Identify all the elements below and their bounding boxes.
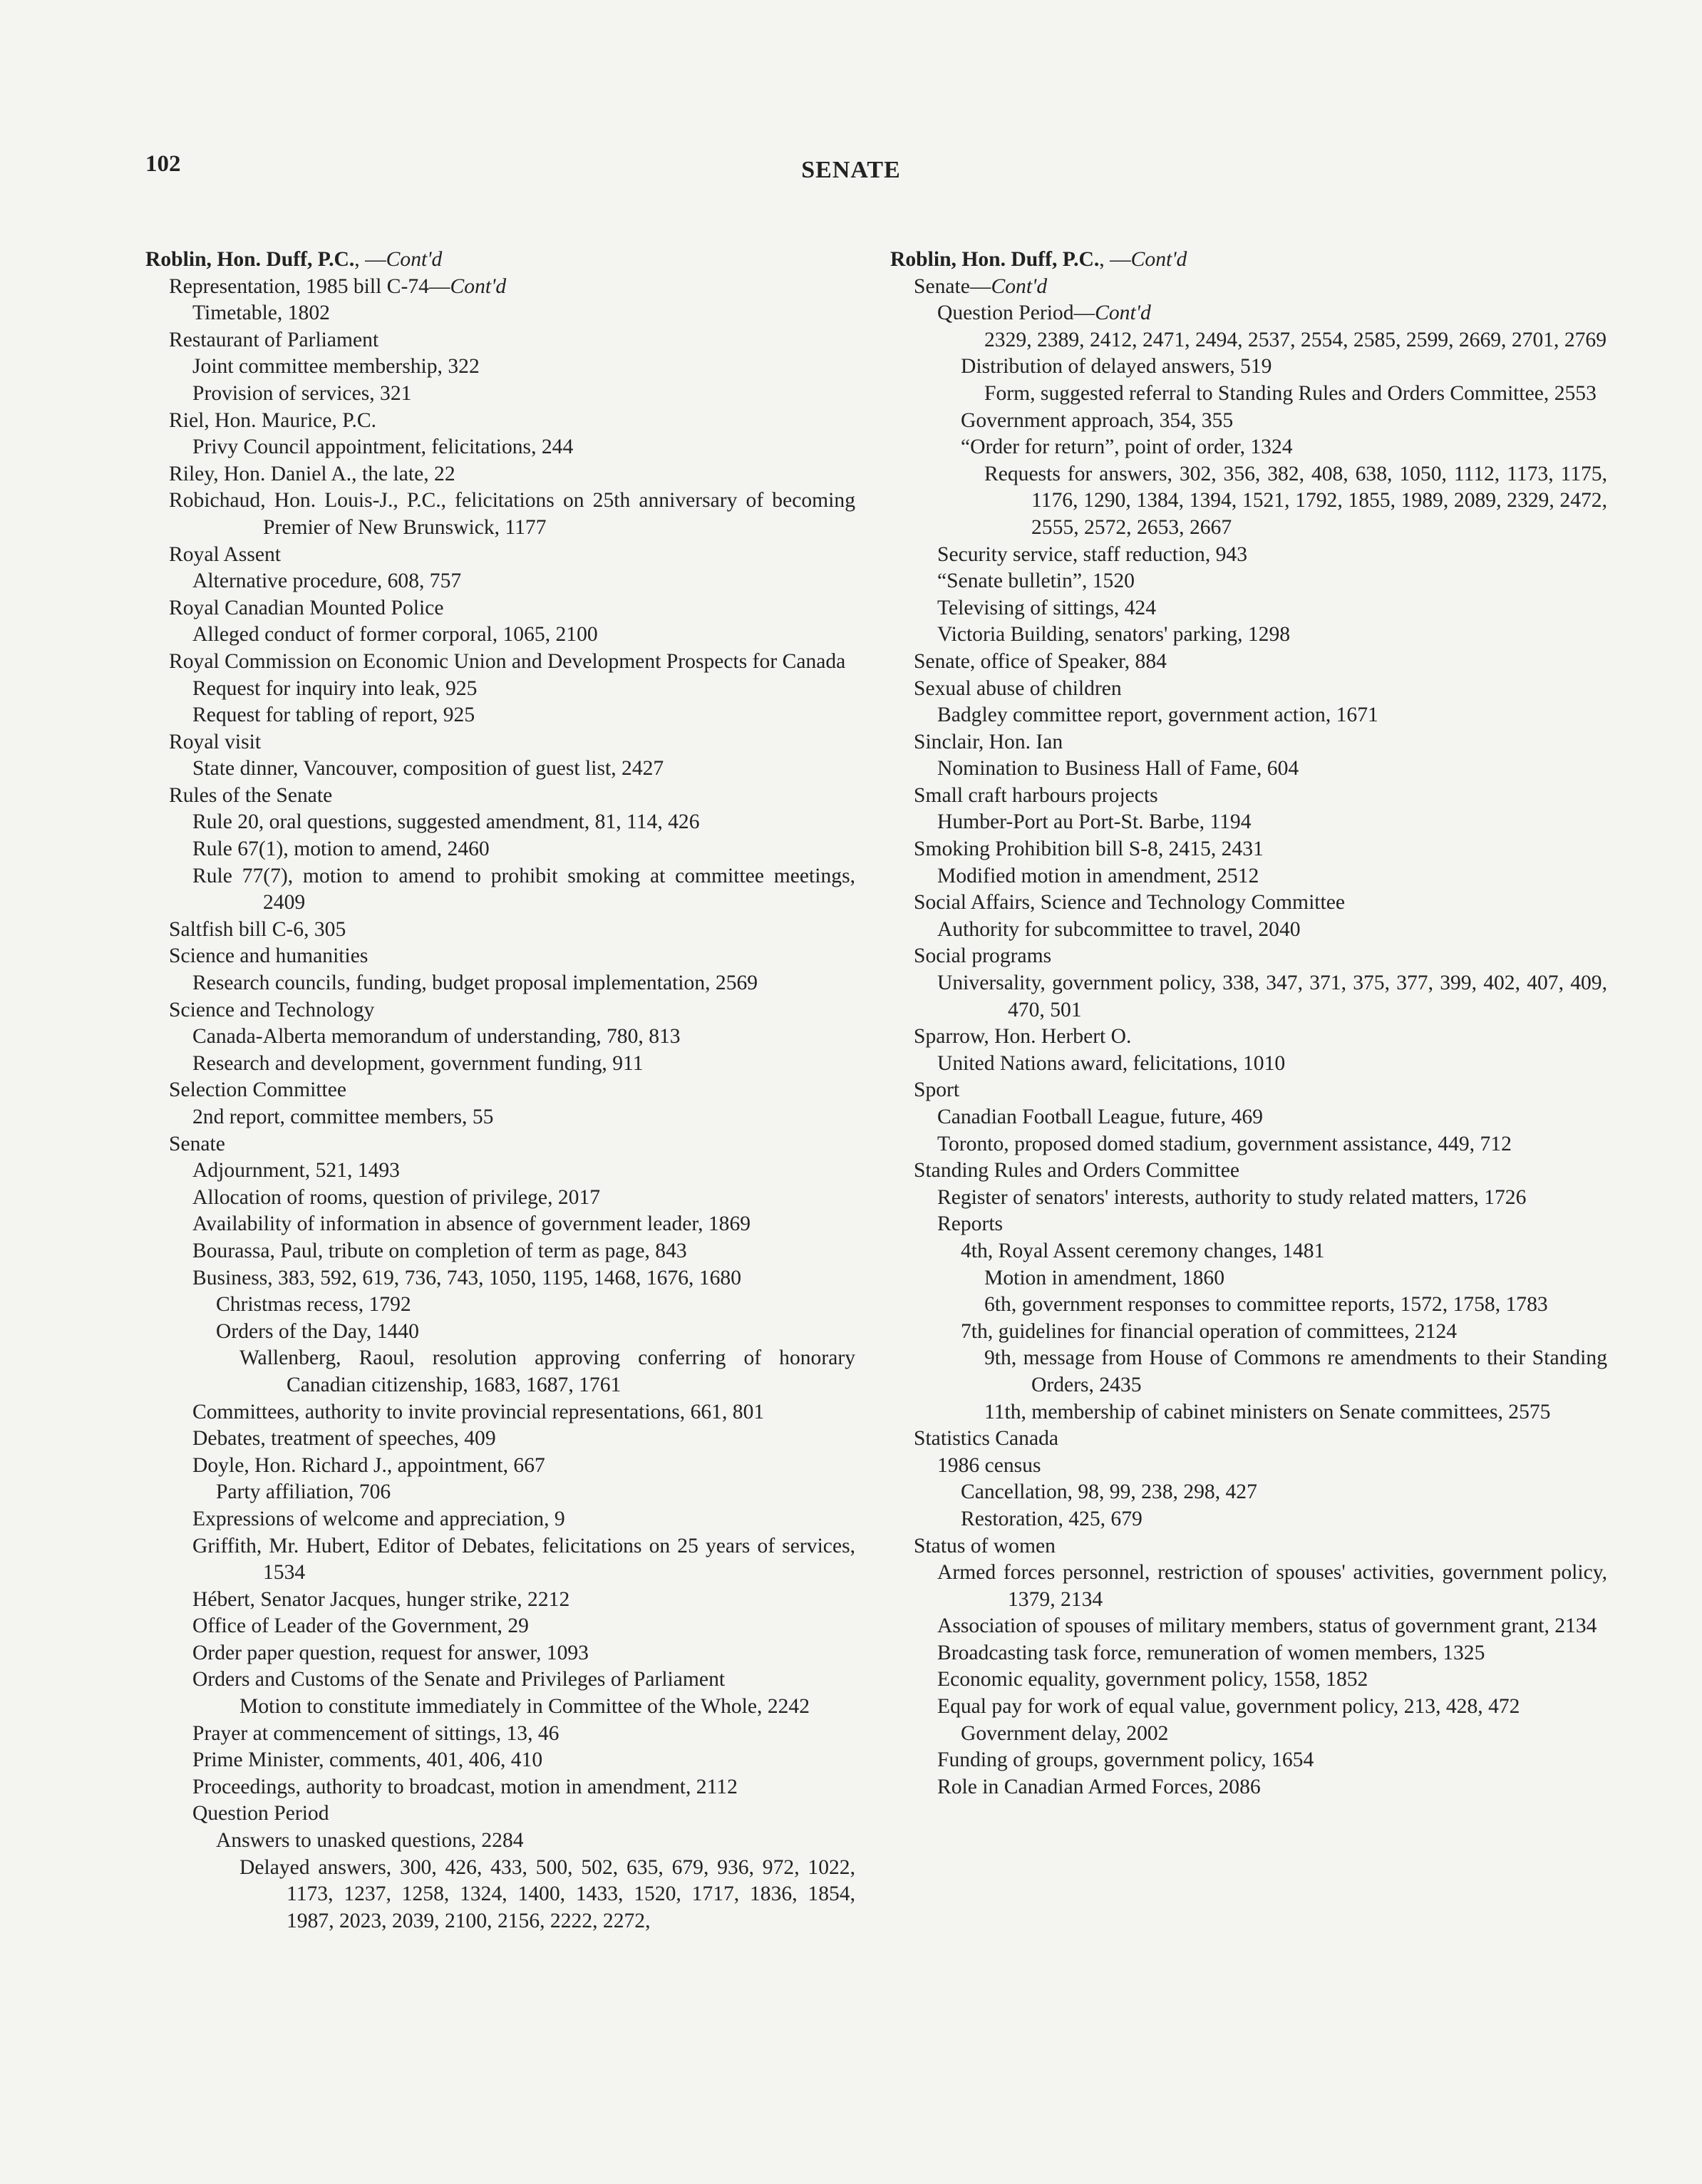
index-entry xyxy=(145,461,855,488)
index-entry xyxy=(890,1640,1607,1667)
index-entry-contd: Cont'd xyxy=(386,248,443,271)
index-entry-text: Universality, government policy, 338, 347, 371, 375, 377, 399, 402, 407, 409, 470, 501 xyxy=(937,972,1607,1021)
index-entry-text: Reports xyxy=(937,1212,1004,1236)
index-entry-text: Doyle, Hon. Richard J., appointment, 667 xyxy=(192,1453,545,1477)
index-entry xyxy=(145,1024,855,1051)
index-entry xyxy=(145,809,855,836)
index-entry xyxy=(890,890,1607,917)
index-entry-text: Science and Technology xyxy=(169,998,375,1021)
index-entry-text: 4th, Royal Assent ceremony changes, 1481 xyxy=(961,1239,1325,1262)
index-entry xyxy=(145,1319,855,1346)
index-entry xyxy=(890,1533,1607,1560)
index-entry xyxy=(145,1533,855,1587)
index-entry xyxy=(145,1774,855,1801)
index-entry-text: Rule 67(1), motion to amend, 2460 xyxy=(192,838,490,861)
index-entry-text: Expressions of welcome and appreciation, 9 xyxy=(192,1507,565,1530)
index-entry-text: Social Affairs, Science and Technology Committee xyxy=(914,891,1346,915)
index-entry xyxy=(890,809,1607,836)
index-entry xyxy=(145,300,855,327)
index-entry xyxy=(145,595,855,622)
index-entry-text: , — xyxy=(1099,248,1131,271)
index-entry-text: United Nations award, felicitations, 1010 xyxy=(937,1051,1286,1075)
index-entry-text: Authority for subcommittee to travel, 2040 xyxy=(937,917,1301,941)
index-entry xyxy=(145,381,855,408)
index-entry-text: Smoking Prohibition bill S-8, 2415, 2431 xyxy=(914,838,1264,861)
index-entry-text: Statistics Canada xyxy=(914,1427,1059,1451)
index-entry-text: Adjournment, 521, 1493 xyxy=(192,1159,400,1183)
index-entry xyxy=(890,649,1607,676)
index-entry-text: Availability of information in absence of government leader, 1869 xyxy=(192,1212,751,1236)
index-entry xyxy=(145,1051,855,1078)
index-entry xyxy=(145,943,855,970)
index-entry-text: Rule 20, oral questions, suggested amendment, 81, 114, 426 xyxy=(192,810,700,834)
index-entry xyxy=(890,702,1607,729)
index-entry-name: Roblin, Hon. Duff, P.C. xyxy=(145,248,355,271)
index-entry-text: Security service, staff reduction, 943 xyxy=(937,542,1248,566)
index-entry-text: Economic equality, government policy, 1558, 1852 xyxy=(937,1668,1368,1691)
index-entry xyxy=(145,327,855,354)
index-entry xyxy=(890,1024,1607,1051)
index-entry-text: Selection Committee xyxy=(169,1078,347,1102)
index-entry xyxy=(145,434,855,461)
index-entry xyxy=(890,622,1607,649)
index-entry xyxy=(890,327,1607,354)
index-entry-text: Saltfish bill C-6, 305 xyxy=(169,917,346,941)
index-entry-text: Small craft harbours projects xyxy=(914,783,1158,807)
index-entry-text: Request for inquiry into leak, 925 xyxy=(192,676,478,700)
index-entry xyxy=(890,247,1607,274)
index-entry-text: Delayed answers, 300, 426, 433, 500, 502, 635, 679, 936, 972, 1022, 1173, 1237, 1258, 1324, 1400, 1433, 1520, 1717, 1836, 1854, 1987, 2023, 2039, 2100, 2156, 2222, 2272, xyxy=(239,1855,855,1932)
index-entry xyxy=(890,836,1607,863)
index-entry xyxy=(145,1828,855,1855)
index-entry-text: Nomination to Business Hall of Fame, 604 xyxy=(937,757,1299,781)
index-entry-text: Canadian Football League, future, 469 xyxy=(937,1106,1263,1128)
index-entry xyxy=(890,1292,1607,1319)
index-entry xyxy=(145,1131,855,1158)
index-entry-text: Party affiliation, 706 xyxy=(216,1480,391,1504)
index-entry xyxy=(890,1265,1607,1292)
index-entry-text: Association of spouses of military members, status of government grant, 2134 xyxy=(937,1614,1597,1638)
index-entry-text: Sinclair, Hon. Ian xyxy=(914,730,1063,753)
index-entry-text: Motion in amendment, 1860 xyxy=(984,1266,1225,1289)
index-entry xyxy=(145,1185,855,1212)
index-entry xyxy=(890,1426,1607,1453)
index-entry xyxy=(890,300,1607,327)
index-entry-contd: Cont'd xyxy=(991,274,1048,298)
index-entry xyxy=(145,676,855,703)
index-entry xyxy=(145,1077,855,1104)
index-entry xyxy=(890,1399,1607,1426)
index-entry-text: Equal pay for work of equal value, government policy, 213, 428, 472 xyxy=(937,1695,1520,1719)
index-entry-text: Orders and Customs of the Senate and Privileges of Parliament xyxy=(192,1668,726,1691)
index-entry-text: Restoration, 425, 679 xyxy=(961,1507,1143,1530)
index-entry xyxy=(145,1587,855,1614)
index-entry xyxy=(145,1104,855,1131)
index-entry xyxy=(890,1185,1607,1212)
index-entry-text: Government approach, 354, 355 xyxy=(961,408,1234,432)
index-entry xyxy=(145,1721,855,1748)
index-entry xyxy=(890,595,1607,622)
index-entry xyxy=(145,1426,855,1453)
index-entry-text: Badgley committee report, government action, 1671 xyxy=(937,704,1378,727)
index-entry-text: Form, suggested referral to Standing Rules and Orders Committee, 2553 xyxy=(984,381,1597,405)
index-entry-contd: Cont'd xyxy=(1095,302,1151,325)
index-entry xyxy=(890,1453,1607,1480)
index-entry-text: Social programs xyxy=(914,944,1052,968)
index-entry xyxy=(890,568,1607,595)
index-entry-text: Sexual abuse of children xyxy=(914,676,1122,700)
index-entry-text: Prayer at commencement of sittings, 13, 46 xyxy=(192,1721,559,1745)
index-entry-text: Proceedings, authority to broadcast, motion in amendment, 2112 xyxy=(192,1775,738,1798)
index-entry-text: Provision of services, 321 xyxy=(192,381,412,405)
index-entry xyxy=(145,1158,855,1185)
index-entry-text: 6th, government responses to committee reports, 1572, 1758, 1783 xyxy=(984,1293,1548,1317)
index-entry-text: Research councils, funding, budget proposal implementation, 2569 xyxy=(192,972,758,995)
index-entry-text: Requests for answers, 302, 356, 382, 408, 638, 1050, 1112, 1173, 1175, 1176, 1290, 1384, 1394, 1521, 1792, 1855, 1989, 2089, 2329, 2472, 2555, 2572, 2653, 2667 xyxy=(984,462,1607,539)
index-entry xyxy=(890,1131,1607,1158)
index-entry xyxy=(890,1560,1607,1613)
index-entry xyxy=(890,943,1607,970)
index-entry xyxy=(145,1453,855,1480)
index-entry-text: Royal Canadian Mounted Police xyxy=(169,596,444,619)
index-entry-text: Senate xyxy=(169,1132,225,1155)
index-entry-text: Riel, Hon. Maurice, P.C. xyxy=(169,408,376,432)
index-entry-text: Sport xyxy=(914,1078,960,1102)
index-entry xyxy=(145,622,855,649)
index-entry xyxy=(145,1292,855,1319)
index-entry xyxy=(890,434,1607,461)
index-entry-text: Rules of the Senate xyxy=(169,783,333,807)
index-entry xyxy=(145,1479,855,1506)
index-entry-text: 11th, membership of cabinet ministers on Senate committees, 2575 xyxy=(984,1400,1551,1423)
index-entry-text: Royal Assent xyxy=(169,542,282,566)
index-entry-text: Victoria Building, senators' parking, 1298 xyxy=(937,623,1291,647)
index-entry-text: Committees, authority to invite provincial representations, 661, 801 xyxy=(192,1400,765,1423)
index-entry-text: Humber-Port au Port-St. Barbe, 1194 xyxy=(937,810,1252,834)
index-entry-text: Order paper question, request for answer, 1093 xyxy=(192,1641,589,1664)
index-entry xyxy=(890,756,1607,783)
index-entry xyxy=(890,408,1607,435)
index-entry-text: Business, 383, 592, 619, 736, 743, 1050, 1195, 1468, 1676, 1680 xyxy=(192,1266,742,1289)
index-entry xyxy=(145,1747,855,1774)
index-entry-text: Research and development, government funding, 911 xyxy=(192,1051,644,1075)
index-entry-text: Rule 77(7), motion to amend to prohibit smoking at committee meetings, 2409 xyxy=(192,864,855,915)
index-entry xyxy=(145,1694,855,1721)
index-entry xyxy=(145,1613,855,1640)
index-entry xyxy=(890,1319,1607,1346)
index-entry-text: Robichaud, Hon. Louis-J., P.C., felicitations on 25th anniversary of becoming Premier of New Brunswick, 1177 xyxy=(169,489,855,539)
index-entry-text: Allocation of rooms, question of privilege, 2017 xyxy=(192,1185,601,1209)
index-entry xyxy=(145,1506,855,1533)
page-number: 102 xyxy=(145,151,181,177)
index-entry-text: Toronto, proposed domed stadium, government assistance, 449, 712 xyxy=(937,1132,1512,1155)
index-entry xyxy=(890,542,1607,569)
index-entry xyxy=(145,1855,855,1935)
index-entry-text: Royal visit xyxy=(169,730,262,753)
index-entry-text: “Senate bulletin”, 1520 xyxy=(937,570,1135,593)
index-entry-text: 2329, 2389, 2412, 2471, 2494, 2537, 2554, 2585, 2599, 2669, 2701, 2769 xyxy=(984,328,1607,351)
index-entry-text: Televising of sittings, 424 xyxy=(937,596,1157,619)
index-entry xyxy=(890,1479,1607,1506)
index-entry-text: Question Period— xyxy=(937,302,1095,325)
index-entry xyxy=(145,970,855,997)
index-entry xyxy=(145,836,855,863)
index-entry-text: Funding of groups, government policy, 1654 xyxy=(937,1748,1314,1772)
index-entry-text: Distribution of delayed answers, 519 xyxy=(961,355,1272,378)
index-entry-text: Role in Canadian Armed Forces, 2086 xyxy=(937,1775,1261,1798)
index-entry-text: Prime Minister, comments, 401, 406, 410 xyxy=(192,1748,543,1772)
index-entry xyxy=(890,1694,1607,1721)
index-entry xyxy=(890,1238,1607,1265)
index-entry-text: Office of Leader of the Government, 29 xyxy=(192,1614,529,1638)
index-entry-text: Riley, Hon. Daniel A., the late, 22 xyxy=(169,462,455,485)
index-entry-text: Bourassa, Paul, tribute on completion of term as page, 843 xyxy=(192,1239,687,1262)
index-entry xyxy=(145,568,855,595)
index-entry-contd: Cont'd xyxy=(450,274,507,298)
index-entry xyxy=(145,1640,855,1667)
index-entry-text: 2nd report, committee members, 55 xyxy=(192,1106,494,1128)
index-entry xyxy=(145,1801,855,1828)
index-entry xyxy=(145,274,855,301)
index-entry-text: Canada-Alberta memorandum of understanding, 780, 813 xyxy=(192,1025,681,1049)
index-entry-text: Sparrow, Hon. Herbert O. xyxy=(914,1025,1132,1049)
index-entry-text: Request for tabling of report, 925 xyxy=(192,704,475,727)
index-entry xyxy=(890,1667,1607,1694)
index-entry-text: Standing Rules and Orders Committee xyxy=(914,1159,1239,1183)
index-entry xyxy=(145,1667,855,1694)
index-entry xyxy=(890,676,1607,703)
index-entry xyxy=(890,354,1607,381)
index-entry-name: Roblin, Hon. Duff, P.C. xyxy=(890,248,1100,271)
index-entry xyxy=(145,756,855,783)
index-entry xyxy=(890,1345,1607,1399)
index-entry xyxy=(145,649,855,676)
index-entry-text: 7th, guidelines for financial operation of committees, 2124 xyxy=(961,1319,1458,1343)
index-entry-text: Alleged conduct of former corporal, 1065, 2100 xyxy=(192,623,598,647)
index-entry-text: Joint committee membership, 322 xyxy=(192,355,480,378)
index-entry-text: Debates, treatment of speeches, 409 xyxy=(192,1427,496,1451)
index-entry-text: Representation, 1985 bill C-74— xyxy=(169,274,450,298)
index-entry-text: Royal Commission on Economic Union and Development Prospects for Canada xyxy=(169,649,846,673)
index-entry xyxy=(145,1345,855,1399)
index-entry xyxy=(145,1211,855,1238)
index-entry xyxy=(145,997,855,1024)
index-entry xyxy=(890,1613,1607,1640)
index-entry xyxy=(890,729,1607,756)
index-entry-text: 1986 census xyxy=(937,1453,1041,1477)
index-entry-text: Wallenberg, Raoul, resolution approving conferring of honorary Canadian citizenship, 1683, 1687, 1761 xyxy=(239,1346,855,1396)
index-entry-text: Register of senators' interests, authority to study related matters, 1726 xyxy=(937,1185,1527,1209)
index-entry-text: Answers to unasked questions, 2284 xyxy=(216,1829,524,1853)
index-entry-text: , — xyxy=(354,248,386,271)
index-entry xyxy=(890,970,1607,1024)
index-entry xyxy=(890,1104,1607,1131)
index-entry xyxy=(890,1077,1607,1104)
index-entry-text: Science and humanities xyxy=(169,944,368,968)
index-entry-text: Modified motion in amendment, 2512 xyxy=(937,864,1259,887)
index-entry-text: Christmas recess, 1792 xyxy=(216,1293,411,1317)
index-entry xyxy=(145,729,855,756)
index-column-right xyxy=(890,247,1607,1801)
index-entry xyxy=(890,783,1607,810)
index-entry-text: Status of women xyxy=(914,1534,1056,1557)
index-entry xyxy=(890,863,1607,890)
index-column-left xyxy=(145,247,855,1935)
index-entry-text: Question Period xyxy=(192,1802,329,1825)
index-entry-text: Armed forces personnel, restriction of spouses' activities, government policy, 1379, 2134 xyxy=(937,1561,1607,1611)
index-entry xyxy=(145,863,855,917)
index-entry xyxy=(890,1211,1607,1238)
index-entry-contd: Cont'd xyxy=(1130,248,1187,271)
index-entry xyxy=(145,408,855,435)
index-entry xyxy=(890,1158,1607,1185)
index-entry-text: Cancellation, 98, 99, 238, 298, 427 xyxy=(961,1480,1257,1504)
index-entry-text: Orders of the Day, 1440 xyxy=(216,1319,419,1343)
index-entry xyxy=(145,783,855,810)
index-entry-text: Government delay, 2002 xyxy=(961,1721,1169,1745)
index-entry xyxy=(890,1506,1607,1533)
index-entry xyxy=(890,381,1607,408)
index-entry-text: Senate— xyxy=(914,274,991,298)
index-entry-text: Privy Council appointment, felicitations, 244 xyxy=(192,436,574,459)
index-entry xyxy=(145,488,855,541)
running-head: SENATE xyxy=(801,157,901,183)
index-entry xyxy=(145,1265,855,1292)
index-entry xyxy=(145,917,855,944)
index-entry-text: State dinner, Vancouver, composition of guest list, 2427 xyxy=(192,757,664,781)
index-entry-text: Motion to constitute immediately in Committee of the Whole, 2242 xyxy=(239,1695,810,1719)
index-entry-text: Alternative procedure, 608, 757 xyxy=(192,570,462,593)
index-entry-text: Griffith, Mr. Hubert, Editor of Debates, felicitations on 25 years of services, 1534 xyxy=(192,1534,855,1585)
index-entry-text: 9th, message from House of Commons re amendments to their Standing Orders, 2435 xyxy=(984,1346,1607,1396)
index-entry xyxy=(145,542,855,569)
index-entry xyxy=(145,1399,855,1426)
index-entry-text: Senate, office of Speaker, 884 xyxy=(914,649,1167,673)
index-entry xyxy=(890,274,1607,301)
index-entry xyxy=(145,247,855,274)
index-entry-text: Restaurant of Parliament xyxy=(169,328,379,351)
index-entry-text: “Order for return”, point of order, 1324 xyxy=(961,436,1293,459)
index-entry xyxy=(890,1774,1607,1801)
index-entry xyxy=(145,1238,855,1265)
index-entry xyxy=(890,1051,1607,1078)
index-entry xyxy=(145,354,855,381)
index-entry xyxy=(145,702,855,729)
index-entry-text: Broadcasting task force, remuneration of women members, 1325 xyxy=(937,1641,1485,1664)
index-entry xyxy=(890,1747,1607,1774)
index-entry xyxy=(890,1721,1607,1748)
index-entry-text: Hébert, Senator Jacques, hunger strike, 2212 xyxy=(192,1587,570,1611)
index-entry xyxy=(890,461,1607,542)
index-entry xyxy=(890,917,1607,944)
index-entry-text: Timetable, 1802 xyxy=(192,302,330,325)
